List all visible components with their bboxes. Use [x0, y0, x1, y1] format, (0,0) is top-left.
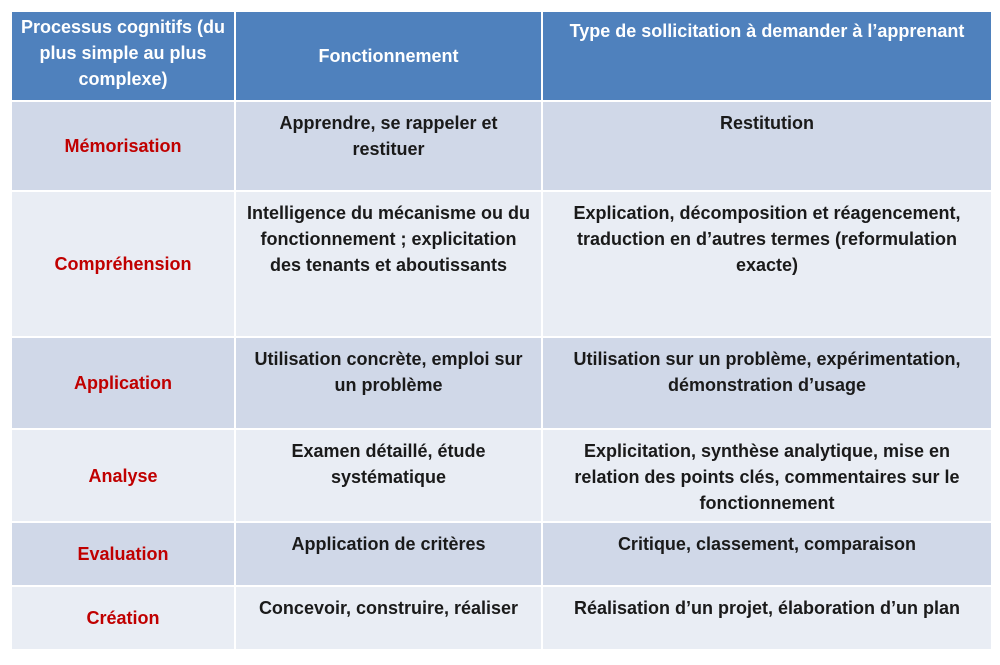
header-request-type: Type de sollicitation à demander à l’apprenant	[542, 11, 992, 101]
function-cell: Application de critères	[235, 522, 542, 586]
table-row	[11, 429, 992, 522]
header-functioning: Fonctionnement	[235, 11, 542, 101]
process-cell: Création	[11, 586, 235, 650]
function-cell: Intelligence du mécanisme ou du fonctionnement ; explicitation des tenants et aboutissants	[235, 191, 542, 337]
request-cell: Explication, décomposition et réagencement, traduction en d’autres termes (reformulation exacte)	[542, 191, 992, 337]
request-cell: Utilisation sur un problème, expérimentation, démonstration d’usage	[542, 337, 992, 429]
table-row	[11, 522, 992, 586]
table-row	[11, 101, 992, 191]
function-cell: Examen détaillé, étude systématique	[235, 429, 542, 522]
table-header-row	[11, 11, 992, 101]
function-cell: Utilisation concrète, emploi sur un problème	[235, 337, 542, 429]
process-cell: Analyse	[11, 429, 235, 522]
request-cell: Restitution	[542, 101, 992, 191]
header-cognitive-process: Processus cognitifs (du plus simple au plus complexe)	[11, 11, 235, 101]
table-row	[11, 337, 992, 429]
process-cell: Evaluation	[11, 522, 235, 586]
table-row	[11, 191, 992, 337]
function-cell: Concevoir, construire, réaliser	[235, 586, 542, 650]
request-cell: Réalisation d’un projet, élaboration d’un plan	[542, 586, 992, 650]
process-cell: Mémorisation	[11, 101, 235, 191]
request-cell: Critique, classement, comparaison	[542, 522, 992, 586]
process-cell: Application	[11, 337, 235, 429]
process-cell: Compréhension	[11, 191, 235, 337]
function-cell: Apprendre, se rappeler et restituer	[235, 101, 542, 191]
request-cell: Explicitation, synthèse analytique, mise en relation des points clés, commentaires sur le fonctionnement	[542, 429, 992, 522]
table-row	[11, 586, 992, 650]
cognitive-process-table	[10, 10, 993, 651]
